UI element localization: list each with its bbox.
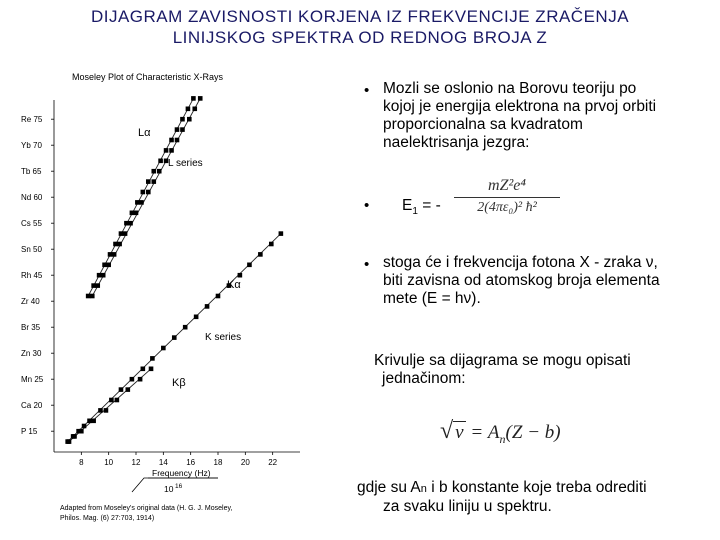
eq-tail: (Z − b) <box>505 422 561 443</box>
x-tick-label: 20 <box>240 458 250 467</box>
e1-equals: = - <box>417 197 441 214</box>
y-tick-label: Re 75 <box>21 115 43 125</box>
data-point <box>86 294 91 299</box>
p3-line-3: mete (E = hν). <box>383 290 481 307</box>
data-point <box>183 325 188 330</box>
x-tick-label: 10 <box>104 458 114 467</box>
data-point <box>247 263 252 268</box>
data-point <box>72 434 77 439</box>
data-point <box>82 424 87 429</box>
x-tick-label: 18 <box>213 458 223 467</box>
data-point <box>279 231 284 236</box>
y-tick-label: Rh 45 <box>21 271 43 281</box>
data-point <box>101 273 106 278</box>
data-point <box>126 387 131 392</box>
data-point <box>67 439 72 444</box>
data-point <box>157 169 162 174</box>
data-point <box>119 387 124 392</box>
data-point <box>192 107 197 112</box>
p5-subscript: n <box>420 483 427 495</box>
data-point <box>104 408 109 413</box>
x-tick-label: 22 <box>268 458 278 467</box>
eq-equals-a: = A <box>465 422 500 443</box>
sqrt-symbol: √ <box>440 418 454 444</box>
fraction-bar <box>454 197 560 198</box>
data-point <box>191 96 196 101</box>
y-tick-label: Mn 25 <box>21 375 44 385</box>
data-point <box>180 117 185 122</box>
data-point <box>134 211 139 216</box>
e1-symbol: E <box>402 197 413 214</box>
data-point <box>98 408 103 413</box>
bullet-1: • <box>364 82 370 99</box>
p5-prefix: gdje su A <box>357 479 421 496</box>
data-point <box>194 315 199 320</box>
p5-rest: i b konstante koje treba odrediti <box>426 479 647 496</box>
data-point <box>175 138 180 143</box>
data-point <box>158 159 163 164</box>
data-point <box>95 283 100 288</box>
p4-line-2: jednačinom: <box>382 370 466 387</box>
y-tick-label: Ca 20 <box>21 401 43 411</box>
data-point <box>216 294 221 299</box>
data-point <box>151 179 156 184</box>
data-point <box>146 179 151 184</box>
data-point <box>91 283 96 288</box>
k-beta-label: Kβ <box>172 377 186 389</box>
y-tick-label: Nd 60 <box>21 193 43 203</box>
k-series-label: K series <box>205 332 242 343</box>
data-point <box>108 252 113 257</box>
p1-line-2: kojoj je energija elektrona na prvoj orbiti <box>383 98 657 115</box>
l-series-label: L series <box>168 158 203 169</box>
y-tick-label: P 15 <box>21 427 38 437</box>
data-point <box>146 190 151 195</box>
data-point <box>172 335 177 340</box>
data-point <box>198 96 203 101</box>
data-point <box>180 127 185 132</box>
data-point <box>115 398 120 403</box>
formula-numerator: mZ²e⁴ <box>488 177 526 194</box>
data-point <box>151 169 156 174</box>
y-tick-label: Cs 55 <box>21 219 42 229</box>
data-point <box>106 263 111 268</box>
paragraph-3 <box>383 254 660 308</box>
title-line-2: LINIJSKOG SPEKTRA OD REDNOG BROJA Z <box>172 28 548 47</box>
data-point <box>128 221 133 226</box>
data-point <box>90 294 95 299</box>
k-alpha-label: Kα <box>227 279 241 291</box>
x-tick-label: 12 <box>131 458 141 467</box>
chart-title: Moseley Plot of Characteristic X-Rays <box>72 72 224 82</box>
data-point <box>119 231 124 236</box>
data-point <box>123 231 128 236</box>
data-point <box>113 242 118 247</box>
data-point <box>150 356 155 361</box>
p5-line-2: za svaku liniju u spektru. <box>383 498 552 515</box>
title-line-1: DIJAGRAM ZAVISNOSTI KORJENA IZ FREKVENCIJE ZRAČENJA <box>90 7 630 26</box>
x-label-text: Frequency (Hz) <box>152 468 211 478</box>
data-point <box>169 148 174 153</box>
p1-line-1: Mozli se oslonio na Borovu teoriju po <box>383 80 637 97</box>
y-tick-label: Br 35 <box>21 323 41 333</box>
data-point <box>130 377 135 382</box>
paragraph-4 <box>374 352 631 388</box>
data-point <box>186 107 191 112</box>
data-point <box>130 211 135 216</box>
data-point <box>79 429 84 434</box>
x-tick-label: 8 <box>79 458 84 467</box>
data-point <box>238 273 243 278</box>
data-point <box>164 148 169 153</box>
data-point <box>175 127 180 132</box>
x-tick-label: 14 <box>158 458 168 467</box>
p3-line-1: stoga će i frekvencija fotona X - zraka ν, <box>383 254 658 271</box>
p1-line-4: naelektrisanja jezgra: <box>383 134 530 151</box>
data-point <box>205 304 210 309</box>
p1-line-3: proporcionalna sa kvadratom <box>383 116 583 133</box>
data-point <box>124 221 129 226</box>
data-point <box>91 419 96 424</box>
nu-symbol: ν <box>455 422 464 443</box>
formula-denominator: 2(4πε₀)² ħ² <box>477 200 537 215</box>
x-label-exp: 16 <box>175 483 183 490</box>
data-point <box>112 252 117 257</box>
energy-formula <box>452 176 562 217</box>
data-point <box>169 138 174 143</box>
data-point <box>109 398 114 403</box>
moseley-plot <box>20 64 320 534</box>
data-point <box>149 367 154 372</box>
l-alpha-label: Lα <box>138 127 151 139</box>
slide-title <box>0 6 720 48</box>
data-point <box>141 367 146 372</box>
x-tick-label: 16 <box>186 458 196 467</box>
eq-subscript-n: n <box>499 431 506 446</box>
y-tick-label: Zn 30 <box>21 349 42 359</box>
y-tick-label: Sn 50 <box>21 245 42 255</box>
p4-line-1: Krivulje sa dijagrama se mogu opisati <box>374 352 631 369</box>
data-point <box>161 346 166 351</box>
energy-label <box>402 197 441 221</box>
moseley-equation <box>440 418 561 447</box>
x-label-base: 10 <box>164 484 174 494</box>
data-point <box>141 190 146 195</box>
y-tick-label: Zr 40 <box>21 297 40 307</box>
data-point <box>135 200 140 205</box>
bullet-2: • <box>364 197 370 214</box>
data-point <box>97 273 102 278</box>
data-point <box>138 377 143 382</box>
source-line-2: Philos. Mag. (6) 27:703, 1914) <box>60 515 155 522</box>
data-point <box>139 200 144 205</box>
e1-subscript: 1 <box>412 206 418 218</box>
data-point <box>269 242 274 247</box>
data-point <box>187 117 192 122</box>
y-tick-label: Tb 65 <box>21 167 42 177</box>
source-line-1: Adapted from Moseley's original data (H. G. J. Moseley, <box>60 505 233 512</box>
bullet-3: • <box>364 256 370 273</box>
paragraph-5 <box>357 479 647 516</box>
data-point <box>258 252 263 257</box>
data-point <box>117 242 122 247</box>
y-tick-label: Yb 70 <box>21 141 42 151</box>
p3-line-2: biti zavisna od atomskog broja elementa <box>383 272 660 289</box>
paragraph-1 <box>383 80 656 152</box>
data-point <box>87 419 92 424</box>
data-point <box>102 263 107 268</box>
